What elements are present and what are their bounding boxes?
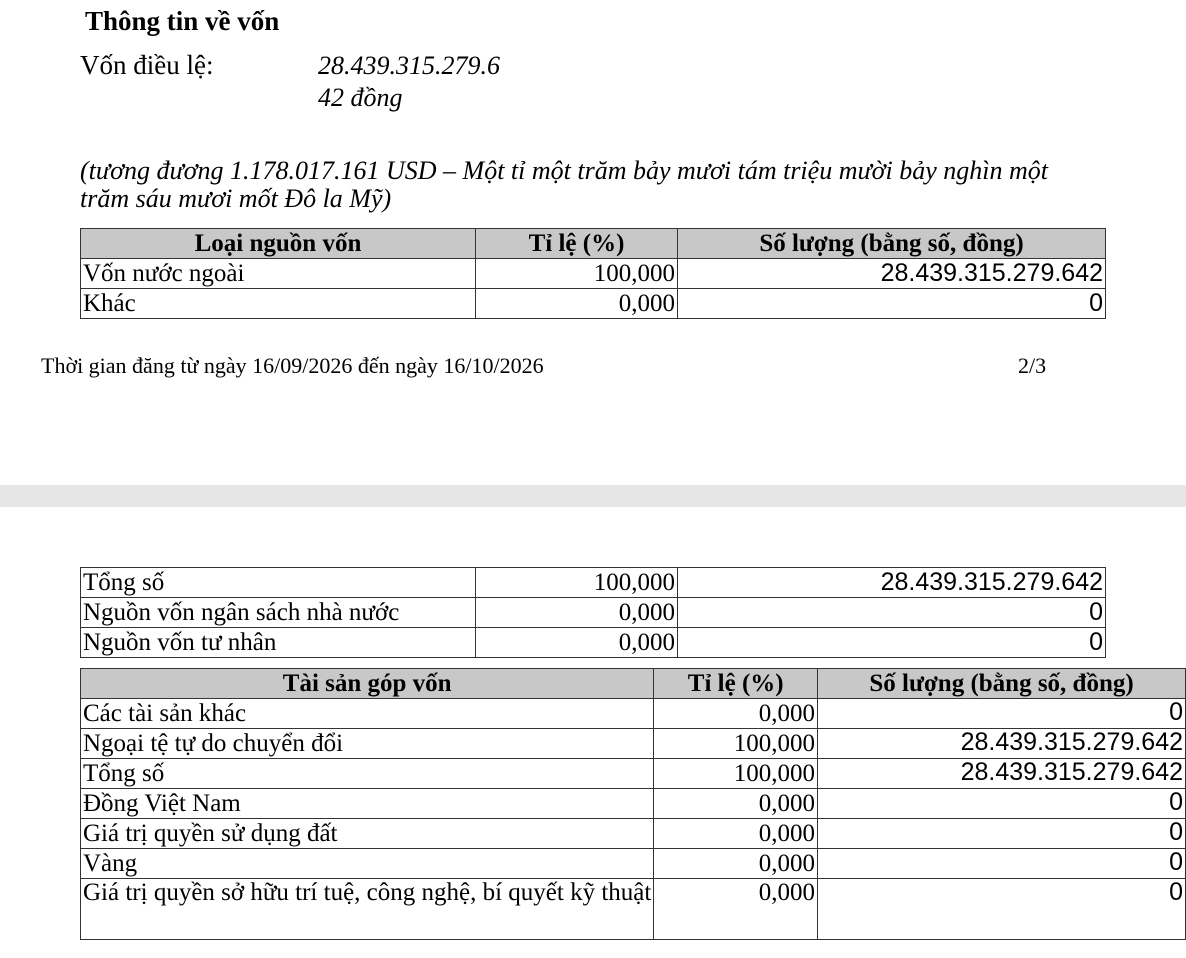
table-row [81, 729, 1186, 759]
table-header-row [81, 669, 1186, 699]
table-row [81, 879, 1186, 940]
col-header-source: Loại nguồn vốn [81, 229, 476, 259]
table-row [81, 819, 1186, 849]
usd-equivalent-text: (tương đương 1.178.017.161 USD – Một tỉ một trăm bảy mươi tám triệu mười bảy nghìn một trăm sáu mươi mốt Đô la Mỹ) [80, 156, 1049, 213]
row-label: Vàng [81, 849, 654, 879]
row-ratio: 100,000 [476, 568, 678, 598]
row-ratio: 0,000 [654, 699, 818, 729]
row-ratio: 0,000 [654, 879, 818, 940]
col-header-asset: Tài sản góp vốn [81, 669, 654, 699]
row-label: Nguồn vốn tư nhân [81, 628, 476, 658]
row-amount: 0 [678, 628, 1106, 658]
row-amount: 28.439.315.279.642 [818, 759, 1186, 789]
row-amount: 0 [818, 819, 1186, 849]
row-amount: 0 [818, 849, 1186, 879]
row-amount: 0 [818, 879, 1186, 940]
capital-source-table-continued [80, 567, 1106, 658]
capital-source-table [80, 228, 1106, 319]
row-ratio: 0,000 [654, 849, 818, 879]
row-label: Tổng số [81, 759, 654, 789]
row-ratio: 0,000 [654, 789, 818, 819]
charter-capital-value-line1: 28.439.315.279.6 [318, 51, 500, 80]
row-ratio: 0,000 [654, 819, 818, 849]
table-header-row [81, 229, 1106, 259]
row-label: Khác [81, 289, 476, 319]
col-header-ratio: Tỉ lệ (%) [654, 669, 818, 699]
row-ratio: 100,000 [476, 259, 678, 289]
row-amount: 0 [678, 598, 1106, 628]
table-row [81, 789, 1186, 819]
table-row [81, 289, 1106, 319]
charter-capital-value [318, 50, 500, 114]
row-label: Nguồn vốn ngân sách nhà nước [81, 598, 476, 628]
row-amount: 0 [818, 699, 1186, 729]
charter-capital-value-line2: 42 đồng [318, 83, 403, 112]
asset-contribution-table [80, 668, 1186, 940]
row-ratio: 0,000 [476, 628, 678, 658]
col-header-amount: Số lượng (bằng số, đồng) [678, 229, 1106, 259]
table-row [81, 849, 1186, 879]
page-separator [0, 485, 1186, 507]
col-header-ratio: Tỉ lệ (%) [476, 229, 678, 259]
table-row [81, 628, 1106, 658]
row-label: Giá trị quyền sử dụng đất [81, 819, 654, 849]
row-ratio: 0,000 [476, 598, 678, 628]
row-label: Các tài sản khác [81, 699, 654, 729]
table-row [81, 699, 1186, 729]
row-label: Ngoại tệ tự do chuyển đổi [81, 729, 654, 759]
row-amount: 28.439.315.279.642 [818, 729, 1186, 759]
row-label: Vốn nước ngoài [81, 259, 476, 289]
table-row [81, 568, 1106, 598]
row-ratio: 100,000 [654, 759, 818, 789]
row-label: Đồng Việt Nam [81, 789, 654, 819]
row-amount: 0 [678, 289, 1106, 319]
col-header-amount: Số lượng (bằng số, đồng) [818, 669, 1186, 699]
row-label: Tổng số [81, 568, 476, 598]
row-amount: 0 [818, 789, 1186, 819]
table-row [81, 259, 1106, 289]
row-ratio: 100,000 [654, 729, 818, 759]
posting-period: Thời gian đăng từ ngày 16/09/2026 đến ngày 16/10/2026 [41, 353, 544, 378]
section-title: Thông tin về vốn [85, 6, 280, 36]
row-amount: 28.439.315.279.642 [678, 568, 1106, 598]
charter-capital-label: Vốn điều lệ: [80, 50, 214, 80]
row-ratio: 0,000 [476, 289, 678, 319]
page-number: 2/3 [1018, 353, 1047, 378]
table-row [81, 759, 1186, 789]
table-row [81, 598, 1106, 628]
row-label: Giá trị quyền sở hữu trí tuệ, công nghệ, bí quyết kỹ thuật [81, 879, 654, 940]
row-amount: 28.439.315.279.642 [678, 259, 1106, 289]
